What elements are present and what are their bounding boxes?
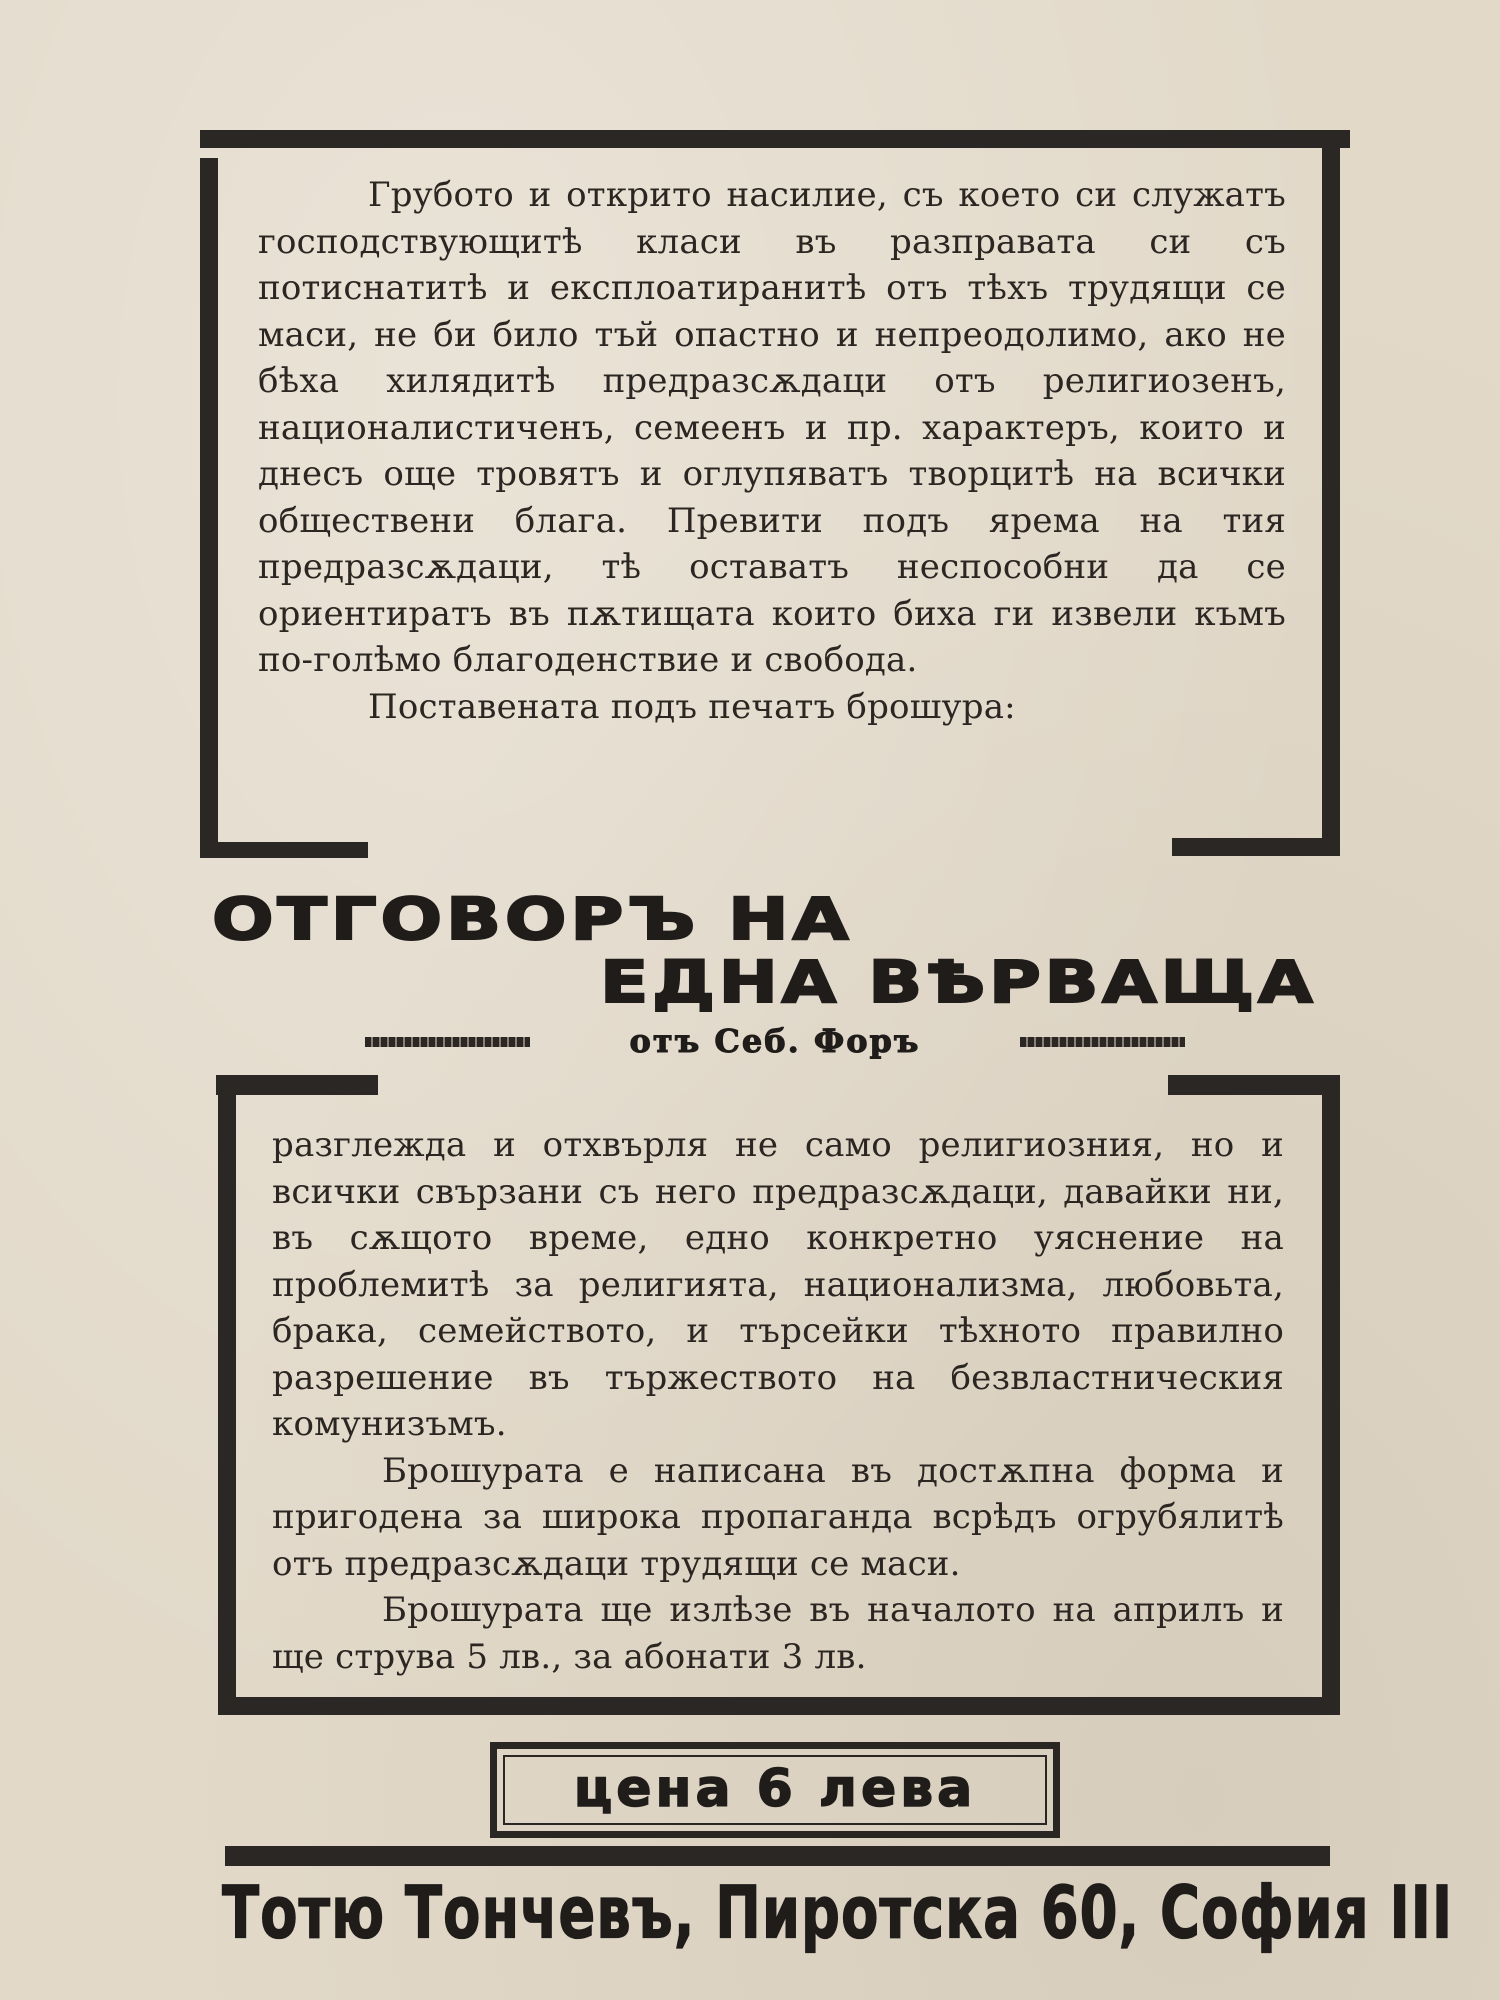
top-frame-bottom-right-rule (1172, 838, 1340, 856)
top-paragraph-1: Грубото и открито насилие, съ което си служатъ господствующитѣ класи въ разправата си съ потиснатитѣ и експлоатиранитѣ отъ тѣхъ трудящи се маси, не би било тъй опастно и непреодолимо, ако не бѣха хилядитѣ предразсѫдаци отъ религиозенъ, националистиченъ, семеенъ и пр. характеръ, които и днесъ още тровятъ и оглупяватъ творцитѣ на всички обществени блага. Превити подъ ярема на тия предразсѫдаци, тѣ оставатъ неспособни да се ориентиратъ въ пѫтищата които биха ги извели къмъ по-голѣмо благоденствие и свобода. (258, 175, 1286, 680)
bottom-frame-left-rule (218, 1075, 236, 1715)
author-row (365, 1022, 1185, 1058)
top-paragraph-2: Поставената подъ печатъ брошура: (368, 686, 1016, 727)
top-frame-top-rule (200, 130, 1350, 148)
author-name: отъ Себ. Форъ (629, 1022, 921, 1060)
author-rule-right (1020, 1037, 1185, 1047)
top-frame-left-rule (200, 158, 218, 853)
bottom-frame-right-rule (1322, 1075, 1340, 1715)
price-label: цена 6 лева (573, 1759, 977, 1819)
title-line-1: ОТГОВОРЪ НА (212, 885, 853, 953)
bottom-frame-bottom-rule (218, 1697, 1340, 1715)
bottom-frame-top-right-rule (1168, 1075, 1340, 1095)
bottom-paragraph-2: Брошурата е написана въ достѫпна форма и пригодена за широка пропаганда всрѣдъ огрубялитѣ отъ предразсѫдаци трудящи се маси. (272, 1450, 1284, 1584)
top-text-block (258, 172, 1286, 730)
top-frame-bottom-left-rule (200, 842, 368, 858)
price-box (490, 1742, 1060, 1838)
bottom-paragraph-1: разглежда и отхвърля не само религиозния, но и всички свързани съ него предразсѫдаци, давайки ни, въ сѫщото време, едно конкретно уяснение на проблемитѣ за религията, национализма, любовьта, брака, семейството, и търсейки тѣхното правилно разрешение въ тържеството на безвластническия комунизъмъ. (272, 1125, 1284, 1444)
author-rule-left (365, 1037, 530, 1047)
publisher-line: Тотю Тончевъ, Пиротска 60, София III (222, 1870, 1454, 1955)
title-line-2: ЕДНА ВѢРВАЩА (600, 948, 1317, 1016)
publisher-rule (225, 1846, 1330, 1866)
top-frame-right-rule (1322, 148, 1340, 848)
bottom-paragraph-3: Брошурата ще излѣзе въ началото на априлъ и ще струва 5 лв., за абонати 3 лв. (272, 1590, 1284, 1677)
bottom-text-block (272, 1122, 1284, 1680)
bottom-frame-top-left-rule (216, 1075, 378, 1095)
